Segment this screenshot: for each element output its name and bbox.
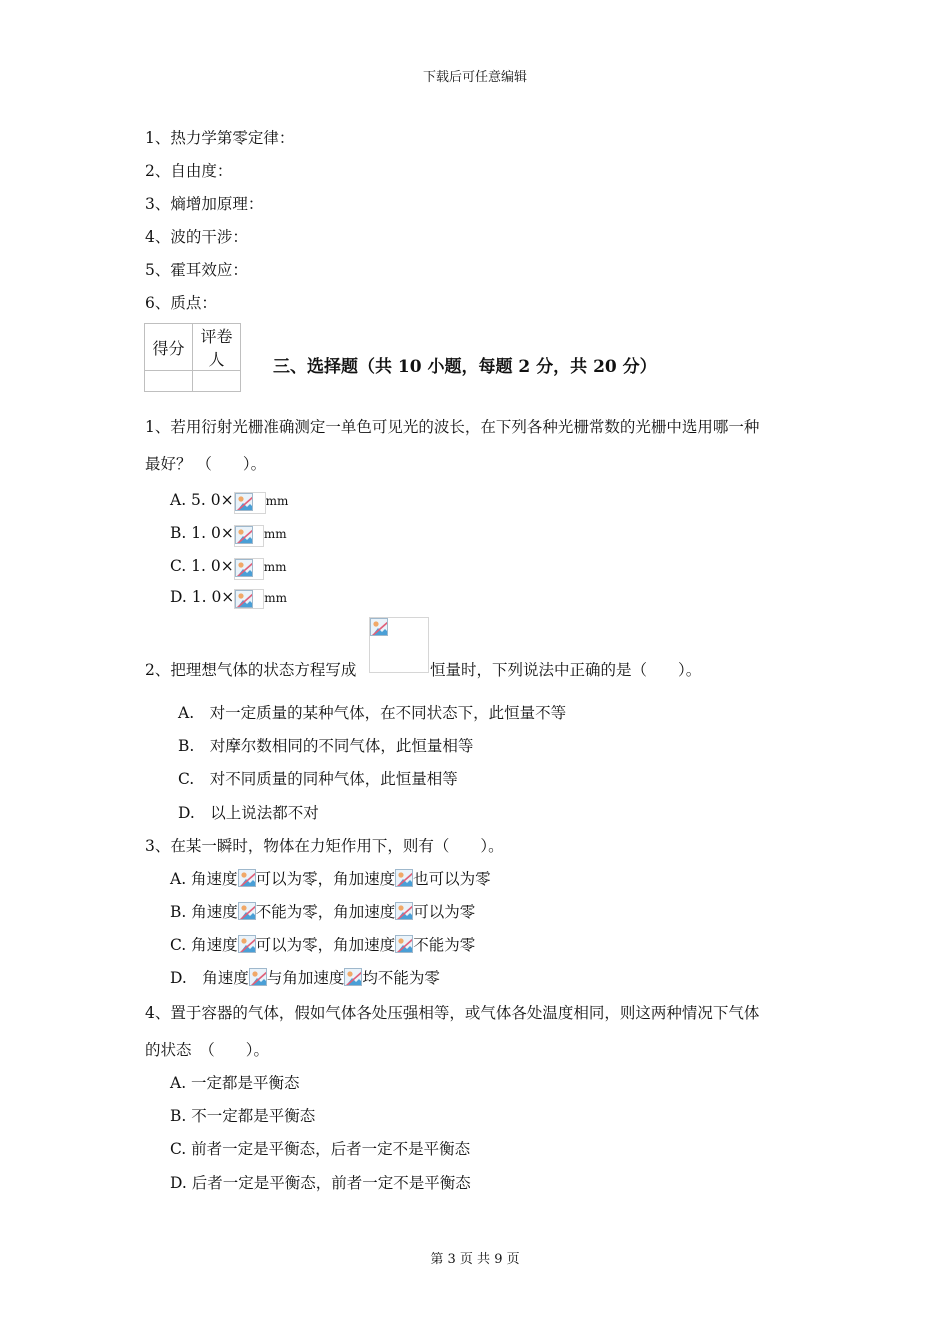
q1-stem-line2: 最好？ （ ）。	[145, 455, 267, 473]
page-footer: 第 3 页 共 9 页	[430, 1252, 520, 1267]
q2-stem-before: 2、把理想气体的状态方程写成	[145, 661, 357, 679]
q3-option-d-part1: D. 角速度	[170, 969, 249, 987]
q3-option-c-part1: C. 角速度	[170, 936, 238, 954]
q1-option-d-unit: mm	[264, 591, 288, 605]
q1-option-d	[170, 587, 287, 609]
broken-image-icon	[235, 493, 253, 511]
q3-option-c-part2: 可以为零，角加速度	[255, 936, 396, 954]
q3-option-a	[170, 869, 491, 889]
q3-stem: 3、在某一瞬时，物体在力矩作用下，则有（ ）。	[145, 837, 504, 855]
image-placeholder	[234, 492, 266, 514]
broken-image-icon	[344, 968, 362, 986]
broken-image-icon	[395, 902, 413, 920]
q3-option-b	[170, 902, 475, 922]
q1-option-b-unit: mm	[263, 527, 287, 541]
broken-image-icon	[395, 935, 413, 953]
score-table	[144, 323, 241, 392]
broken-image-icon	[249, 968, 267, 986]
broken-image-icon	[238, 869, 256, 887]
definition-6: 6、质点：	[145, 294, 217, 312]
broken-image-icon	[395, 869, 413, 887]
definition-1: 1、热力学第零定律：	[145, 129, 295, 147]
q3-option-b-part3: 可以为零	[413, 903, 476, 921]
definition-4: 4、波的干涉：	[145, 228, 248, 246]
page-header: 下载后可任意编辑	[422, 70, 527, 85]
definition-3: 3、熵增加原理：	[145, 195, 264, 213]
q1-option-b-prefix: B. 1. 0×	[170, 524, 234, 542]
section-title: 三、选择题（共 10 小题，每题 2 分，共 20 分）	[273, 357, 657, 377]
broken-image-icon	[235, 559, 253, 577]
image-placeholder	[234, 558, 264, 580]
q2-option-c: C. 对不同质量的同种气体，此恒量相等	[178, 770, 458, 788]
q2-option-d: D. 以上说法都不对	[178, 804, 319, 822]
q4-option-c: C. 前者一定是平衡态，后者一定不是平衡态	[170, 1140, 471, 1158]
q4-stem-line1: 4、置于容器的气体，假如气体各处压强相等，或气体各处温度相同，则这两种情况下气体	[145, 1004, 760, 1022]
broken-image-icon	[238, 935, 256, 953]
q3-option-d-part3: 均不能为零	[362, 969, 440, 987]
grader-cell[interactable]	[193, 371, 241, 392]
q3-option-b-part1: B. 角速度	[170, 903, 238, 921]
equation-image-frame	[369, 617, 429, 673]
broken-image-icon	[238, 902, 256, 920]
image-placeholder	[234, 525, 264, 547]
broken-image-icon	[235, 526, 253, 544]
q3-option-a-part1: A. 角速度	[170, 870, 238, 888]
q1-option-a-prefix: A. 5. 0×	[170, 491, 234, 509]
score-cell[interactable]	[145, 371, 193, 392]
q4-stem-line2: 的状态 （ ）。	[145, 1041, 270, 1059]
q2-option-b: B. 对摩尔数相同的不同气体，此恒量相等	[178, 737, 474, 755]
q2-option-a: A. 对一定质量的某种气体，在不同状态下，此恒量不等	[178, 704, 567, 722]
q1-option-d-prefix: D. 1. 0×	[170, 588, 235, 606]
q1-stem-line1: 1、若用衍射光栅准确测定一单色可见光的波长，在下列各种光栅常数的光栅中选用哪一种	[145, 418, 760, 436]
q3-option-b-part2: 不能为零，角加速度	[255, 903, 396, 921]
q3-option-a-part2: 可以为零，角加速度	[255, 870, 396, 888]
q4-option-a: A. 一定都是平衡态	[170, 1074, 300, 1092]
q1-option-a	[170, 490, 288, 514]
q3-option-a-part3: 也可以为零	[413, 870, 491, 888]
grader-header: 评卷人	[193, 324, 241, 371]
q3-option-d-part2: 与角加速度	[266, 969, 345, 987]
q3-option-c-part3: 不能为零	[413, 936, 476, 954]
q2-stem-after: 恒量时，下列说法中正确的是（ ）。	[430, 661, 702, 679]
broken-image-icon	[370, 618, 388, 636]
q1-option-c-unit: mm	[263, 560, 287, 574]
q4-option-d: D. 后者一定是平衡态，前者一定不是平衡态	[170, 1174, 471, 1192]
definition-2: 2、自由度：	[145, 162, 233, 180]
q1-option-c-prefix: C. 1. 0×	[170, 557, 234, 575]
q1-option-b	[170, 523, 287, 547]
q3-option-c	[170, 935, 475, 955]
q1-option-c	[170, 556, 287, 580]
q1-option-a-unit: mm	[265, 494, 289, 508]
q4-option-b: B. 不一定都是平衡态	[170, 1107, 316, 1125]
broken-image-icon	[235, 590, 253, 608]
score-header: 得分	[145, 324, 193, 371]
image-placeholder	[234, 589, 264, 609]
definition-5: 5、霍耳效应：	[145, 261, 248, 279]
q3-option-d	[170, 968, 440, 988]
